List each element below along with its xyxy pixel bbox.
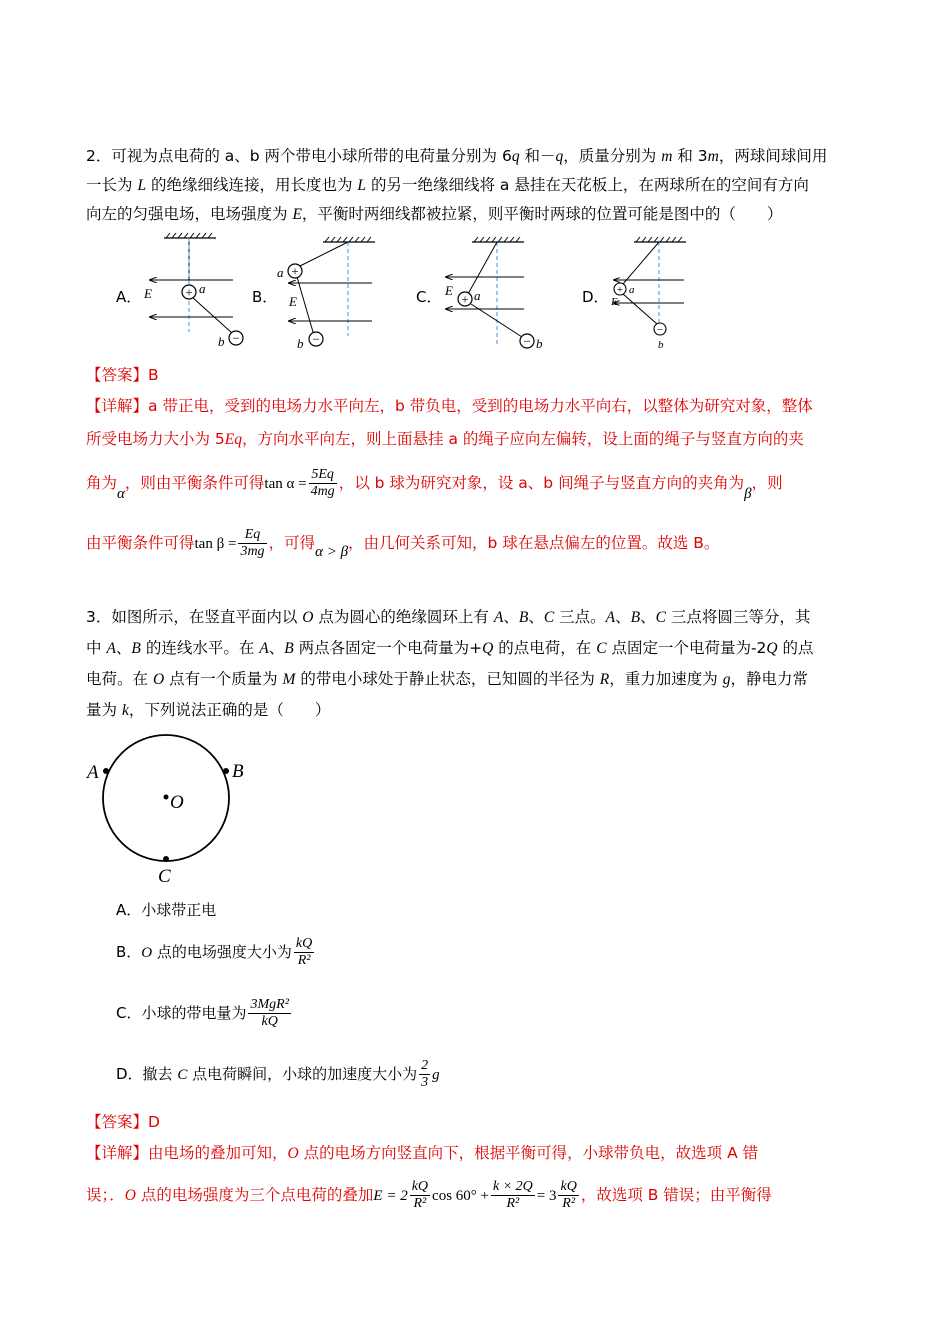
q3-detail-2: 误；．O 点的电场强度为三个点电荷的叠加E = 2 $\frac{kQ}{\text{R²}}$ cos 60° + $\frac{k \times 2Q}{\text{R²}}$ = 3 $\frac{kQ}{\text{R²}}$ ，故选项 B 错误；由平衡得	[86, 1179, 772, 1211]
svg-text:b: b	[658, 339, 664, 351]
q3-line-1: 3．如图所示，在竖直平面内以 O 点为圆心的绝缘圆环上有 A、B、C 三点。A、B、C 三点将圆三等分，其	[86, 608, 811, 626]
svg-text:O: O	[170, 792, 184, 813]
q3-line-2: 中 A、B 的连线水平。在 A、B 两点各固定一个电荷量为+Q 的点电荷，在 C 点固定一个电荷量为-2Q 的点	[86, 639, 814, 657]
svg-text:a: a	[277, 265, 284, 280]
q3-option-d: D．撤去 C 点电荷瞬间，小球的加速度大小为 $\frac{2}{3}$ g	[116, 1058, 440, 1090]
q3-line-3: 电荷。在 O 点有一个质量为 M 的带电小球处于静止状态，已知圆的半径为 R，重力加速度为 g，静电力常	[86, 670, 808, 688]
svg-text:−: −	[656, 324, 664, 336]
q3-option-a: A．小球带正电	[116, 901, 217, 919]
q2-tan-alpha-fraction: $\frac{5Eq}{4mg}$	[310, 467, 335, 499]
svg-text:a: a	[629, 284, 635, 296]
q2-tan-beta-fraction: $\frac{Eq}{3mg}$	[240, 527, 265, 559]
svg-text:C: C	[158, 866, 171, 887]
q3-option-c: C．小球的带电量为 $\frac{\text{3MgR²}}{kQ}$	[116, 997, 289, 1029]
q3-line-4: 量为 k，下列说法正确的是（ ）	[86, 701, 331, 719]
q2-option-d-label: D．	[582, 288, 609, 306]
svg-text:−: −	[523, 333, 531, 349]
svg-text:b: b	[297, 336, 304, 351]
q2-detail-4: 由平衡条件可得tan β = $\frac{Eq}{3mg}$ ，可得α > β，由几何关系可知，b 球在悬点偏左的位置。故选 B。	[86, 527, 720, 560]
q2-detail-3: 角为α，则由平衡条件可得tan α = $\frac{5Eq}{4mg}$ ，以 b 球为研究对象，设 a、b 间绳子与竖直方向的夹角为β，则	[86, 467, 783, 502]
svg-text:E: E	[445, 283, 453, 298]
q2-line-1: 2．可视为点电荷的 a、b 两个带电小球所带的电荷量分别为 6q 和－q，质量分别为 m 和 3m，两球间球间用	[86, 147, 828, 165]
svg-text:E: E	[289, 294, 297, 309]
q2-option-a-label: A．	[116, 288, 142, 306]
svg-text:−: −	[312, 331, 320, 347]
q2-figure-a	[140, 232, 250, 354]
q2-line-2: 一长为 L 的绝缘细线连接，用长度也为 L 的另一绝缘细线将 a 悬挂在天花板上，在两球所在的空间有方向	[86, 176, 809, 194]
svg-text:−: −	[232, 330, 240, 346]
svg-text:+: +	[185, 284, 193, 300]
q2-detail-2: 所受电场力大小为 5Eq，方向水平向左，则上面悬挂 a 的绳子应向左偏转，设上面的绳子与竖直方向的夹	[86, 430, 804, 448]
q2-line-3: 向左的匀强电场，电场强度为 E，平衡时两细线都被拉紧，则平衡时两球的位置可能是图中的（ ）	[86, 205, 783, 223]
q2-figure-c	[438, 236, 550, 356]
svg-text:+: +	[291, 263, 299, 279]
q2-detail-1: 【详解】a 带正电，受到的电场力水平向左，b 带负电，受到的电场力水平向右，以整体为研究对象，整体	[86, 397, 813, 415]
svg-text:+: +	[461, 291, 469, 307]
q3-detail-1: 【详解】由电场的叠加可知，O 点的电场方向竖直向下，根据平衡可得，小球带负电，故选项 A 错	[86, 1144, 759, 1162]
svg-text:B: B	[232, 761, 244, 782]
svg-text:b: b	[536, 336, 543, 351]
svg-text:a: a	[199, 281, 206, 296]
q2-figure-b	[275, 236, 385, 358]
svg-text:E: E	[144, 286, 152, 301]
q3-circle-figure	[82, 728, 272, 888]
svg-text:a: a	[474, 288, 481, 303]
svg-text:+: +	[616, 284, 624, 296]
svg-text:b: b	[218, 334, 225, 349]
q2-option-b-label: B．	[252, 288, 278, 306]
q3-answer: 【答案】D	[86, 1113, 160, 1131]
q3-option-b: B．O 点的电场强度大小为 $\frac{kQ}{\text{R²}}$	[116, 936, 313, 968]
q2-option-c-label: C．	[416, 288, 442, 306]
q2-figure-d	[606, 236, 696, 356]
q2-answer: 【答案】B	[86, 366, 159, 384]
svg-text:E: E	[611, 296, 618, 308]
svg-text:A: A	[87, 762, 99, 783]
